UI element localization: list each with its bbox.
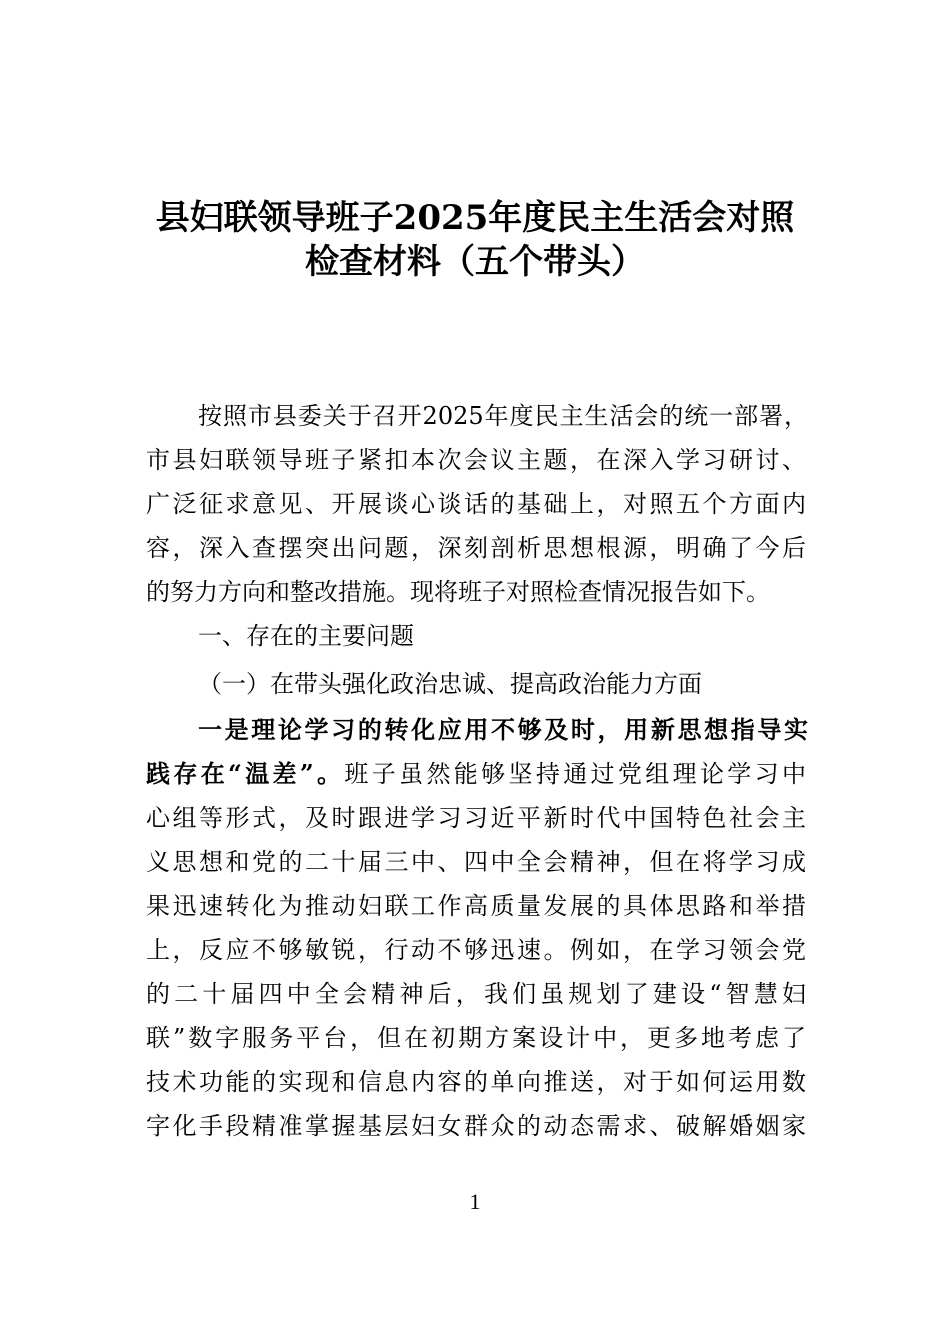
point-line: 心组等形式，及时跟进学习习近平新时代中国特色社会主 (146, 804, 806, 832)
intro-line: 按照市县委关于召开2025年度民主生活会的统一部署， (198, 402, 808, 430)
point-line: 果迅速转化为推动妇联工作高质量发展的具体思路和举措 (146, 892, 806, 920)
section-heading: 一、存在的主要问题 (198, 622, 414, 650)
document-title-line-1: 县妇联领导班子2025年度民主生活会对照 (155, 198, 795, 238)
point-line-mixed (146, 752, 806, 796)
intro-line: 的努力方向和整改措施。现将班子对照检查情况报告如下。 (146, 578, 770, 606)
document-title-line-2: 检查材料（五个带头） (305, 242, 645, 282)
point-heading: 一是理论学习的转化应用不够及时，用新思想指导实 (198, 715, 808, 744)
intro-line: 容，深入查摆突出问题，深刻剖析思想根源，明确了今后 (146, 534, 806, 562)
subsection-heading: （一）在带头强化政治忠诚、提高政治能力方面 (198, 670, 702, 698)
point-line: 字化手段精准掌握基层妇女群众的动态需求、破解婚姻家 (146, 1112, 806, 1140)
point-heading-end: 践存在“温差”。 (146, 759, 345, 788)
point-text: 班子虽然能够坚持通过党组理论学习中 (344, 760, 806, 788)
point-line: 义思想和党的二十届三中、四中全会精神，但在将学习成 (146, 848, 806, 876)
page-number: 1 (469, 1189, 481, 1214)
intro-line: 广泛征求意见、开展谈心谈话的基础上，对照五个方面内 (146, 490, 806, 518)
point-line: 上，反应不够敏锐，行动不够迅速。例如，在学习领会党 (146, 936, 806, 964)
point-line: 联”数字服务平台，但在初期方案设计中，更多地考虑了 (146, 1024, 806, 1052)
point-line: 技术功能的实现和信息内容的单向推送，对于如何运用数 (146, 1068, 806, 1096)
intro-line: 市县妇联领导班子紧扣本次会议主题，在深入学习研讨、 (146, 446, 806, 474)
point-line: 的二十届四中全会精神后，我们虽规划了建设“智慧妇 (146, 980, 806, 1008)
